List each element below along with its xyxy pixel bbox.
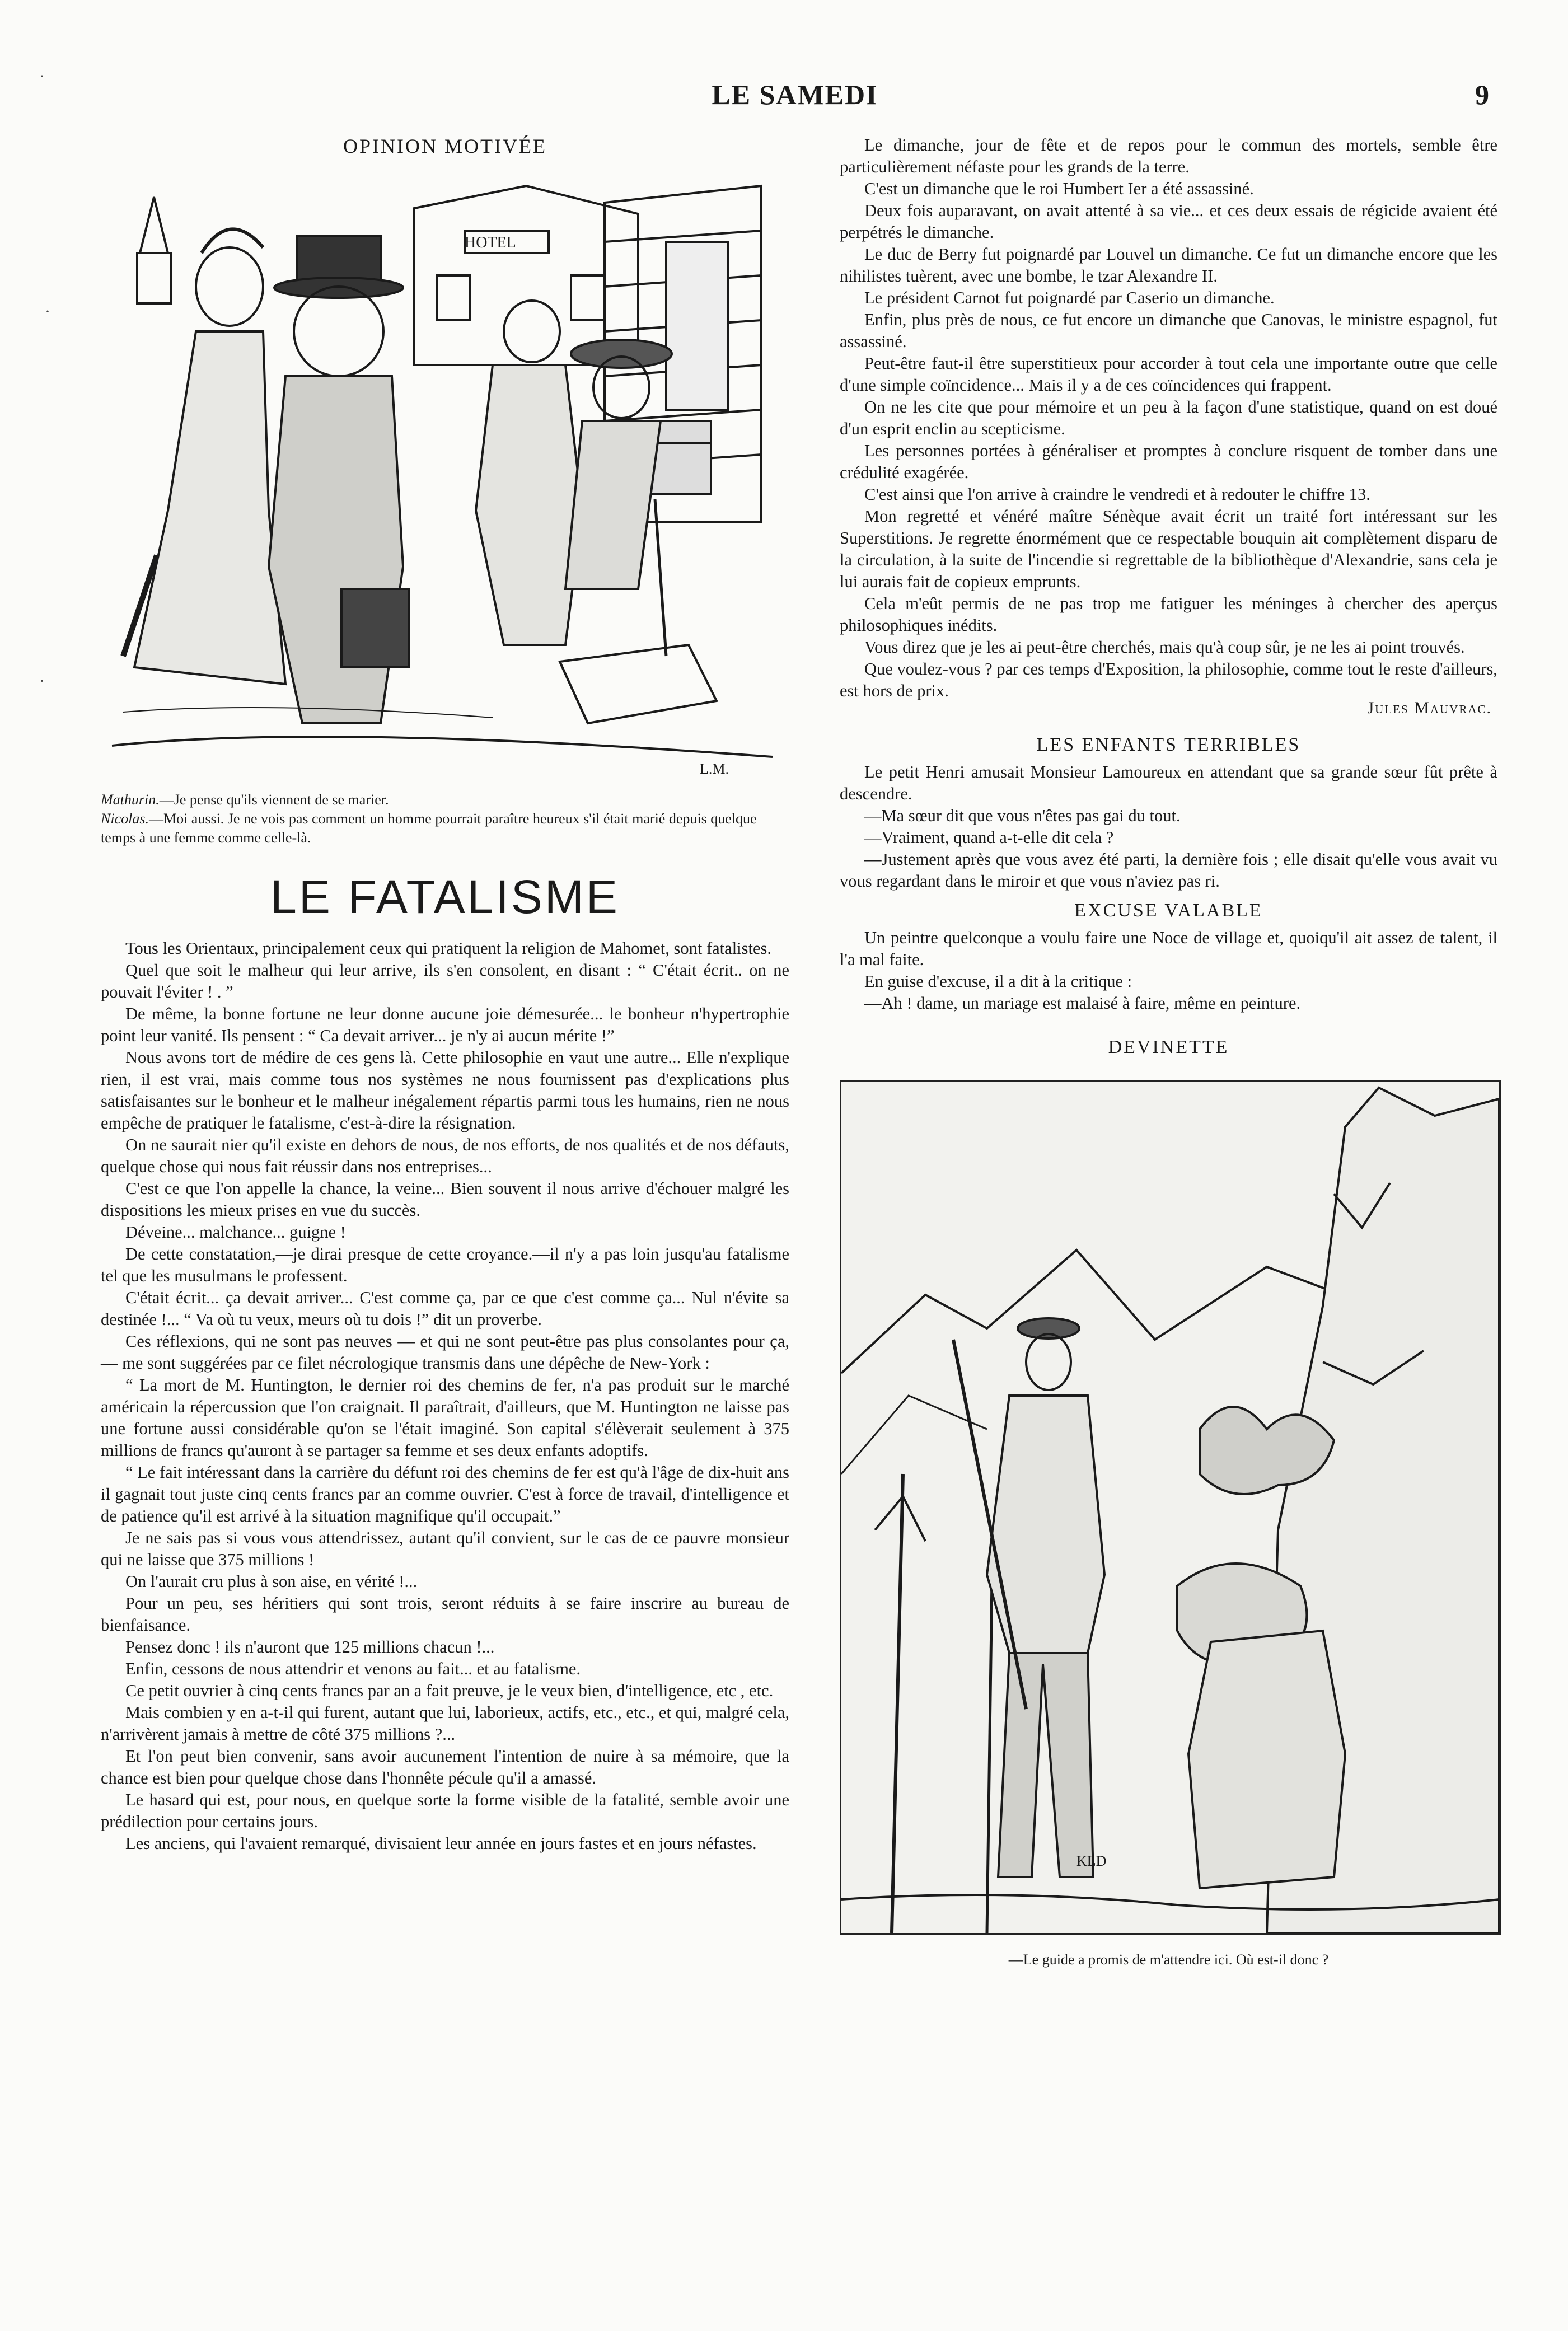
opinion-caption [101, 790, 789, 848]
article-paragraph: Le hasard qui est, pour nous, en quelque sorte la forme visible de la fatalité, semble avoir une prédilection pour certains jours. [101, 1790, 789, 1831]
woman-dress [134, 331, 285, 684]
article-paragraph: Le président Carnot fut poignardé par Caserio un dimanche. [864, 288, 1275, 307]
article-paragraph: Nous avons tort de médire de ces gens là. Cette philosophie en vaut une autre... Elle n'explique rien, il est vrai, mais comme tous nos systèmes ne nous fournissent pas d'explications plus satisfaisantes sur le bonheur et le malheur inégalement répartis parmi tous les humains, rien ne nous empêche de pratiquer le fatalisme, c'est-à-dire la résignation. [101, 1048, 789, 1132]
margin-speck: · [39, 67, 45, 86]
enfants-heading: LES ENFANTS TERRIBLES [1036, 734, 1301, 755]
article-body-right [840, 134, 1497, 702]
left-column [101, 134, 789, 1855]
article-paragraph: C'était écrit... ça devait arriver... C'est comme ça, par ce que c'est comme ça... Nul n'évite sa destinée !... “ Va où tu veux, meurs où tu dois !” dit un proverbe. [101, 1288, 789, 1329]
nicolas-hat [571, 340, 672, 368]
hunter-hat [1018, 1318, 1079, 1338]
church-tower [137, 253, 171, 303]
speaker-nicolas: Nicolas. [101, 811, 149, 827]
tree-stump [1188, 1631, 1345, 1888]
excuse-heading: EXCUSE VALABLE [1074, 900, 1263, 921]
mathurin-body [476, 365, 582, 645]
hunter-jacket [987, 1396, 1104, 1653]
article-paragraph: Vous direz que je les ai peut-être cherchés, mais qu'à coup sûr, je ne les ai point trouvés. [864, 638, 1465, 657]
excuse-paragraph: En guise d'excuse, il a dit à la critique : [864, 972, 1132, 991]
article-paragraph: Le dimanche, jour de fête et de repos pour le commun des mortels, semble être particulièrement néfaste pour les grands de la terre. [840, 135, 1497, 176]
article-paragraph: Deux fois auparavant, on avait attenté à sa vie... et ces deux essais de régicide avaient été perpétrés le dimanche. [840, 201, 1497, 242]
groom-head [294, 287, 383, 376]
enfants-paragraph: —Vraiment, quand a-t-elle dit cela ? [864, 828, 1114, 847]
caption-line-1 [101, 790, 789, 809]
article-paragraph: Ces réflexions, qui ne sont pas neuves — et qui ne sont peut-être pas plus consolantes pour ça, — me sont suggérées par ce filet nécrologique transmis dans une dépêche de New-York : [101, 1332, 789, 1373]
article-paragraph: Les anciens, qui l'avaient remarqué, divisaient leur année en jours fastes et en jours néfastes. [125, 1834, 757, 1853]
page-number: 9 [1475, 79, 1489, 110]
caption-text-1: —Je pense qu'ils viennent de se marier. [159, 792, 389, 808]
woman-head [196, 247, 263, 326]
article-paragraph: C'est un dimanche que le roi Humbert Ier a été assassiné. [864, 179, 1254, 198]
article-paragraph: C'est ainsi que l'on arrive à craindre le vendredi et à redouter le chiffre 13. [864, 485, 1370, 504]
article-paragraph: Enfin, plus près de nous, ce fut encore un dimanche que Canovas, le ministre espagnol, fut assassiné. [840, 310, 1497, 351]
margin-speck: · [39, 672, 45, 690]
speaker-mathurin: Mathurin. [101, 792, 160, 808]
article-paragraph: Le duc de Berry fut poignardé par Louvel un dimanche. Ce fut un dimanche encore que les nihilistes tuèrent, avec une bombe, le tzar Alexandre II. [840, 245, 1497, 285]
article-paragraph: Quel que soit le malheur qui leur arrive, ils s'en consolent, en disant : “ C'était écrit.. on ne pouvait l'éviter ! . ” [101, 961, 789, 1001]
mathurin-head [504, 301, 560, 362]
shed-door [666, 242, 728, 410]
bag [341, 589, 409, 667]
caption-text-2: —Moi aussi. Je ne vois pas comment un homme pourrait paraître heureux s'il était marié depuis quelque temps à une femme comme celle-là. [101, 811, 757, 846]
masthead [101, 78, 1489, 118]
article-paragraph: On ne saurait nier qu'il existe en dehors de nous, de nos efforts, de nos qualités et de nos défauts, quelque chose qui nous fait réussir dans nos entreprises... [101, 1135, 789, 1176]
tree-trunk [892, 1474, 903, 1933]
article-title: LE FATALISME [270, 870, 620, 923]
article-paragraph: Déveine... malchance... guigne ! [125, 1223, 346, 1242]
article-paragraph: Les personnes portées à généraliser et promptes à conclure risquent de tomber dans une crédulité exagérée. [840, 441, 1497, 482]
author-signature: Jules Mauvrac. [1367, 699, 1492, 717]
article-paragraph: C'est ce que l'on appelle la chance, la veine... Bien souvent il nous arrive d'échouer malgré les dispositions les mieux prises en vue du succès. [101, 1179, 789, 1220]
article-paragraph: “ La mort de M. Huntington, le dernier roi des chemins de fer, n'a pas produit sur le marché américain la répercussion que l'on craignait. Il paraîtrait, d'ailleurs, que M. Huntington ne laisse pas une fortune aussi considérable qu'on se l'était imaginé. Son capital s'élèverait seulement à 375 millions de francs qu'auront à se partager sa femme et ses deux enfants adoptifs. [101, 1375, 789, 1460]
article-paragraph: Mais combien y en a-t-il qui furent, autant que lui, laborieux, actifs, etc., etc., et qui, malgré cela, n'arrivèrent jamais à mettre de côté 375 millions ?... [101, 1703, 789, 1744]
right-column [840, 134, 1497, 1968]
article-paragraph: Et l'on peut bien convenir, sans avoir aucunement l'intention de nuire à sa mémoire, que la chance est bien pour quelque chose dans l'honnête pécule qu'il a amassé. [101, 1747, 789, 1787]
article-paragraph: On l'aurait cru plus à son aise, en vérité !... [125, 1572, 418, 1591]
cartoon-drawing [101, 163, 789, 785]
devinette-caption: —Le guide a promis de m'attendre ici. Où est-il donc ? [1008, 1951, 1329, 1968]
article-paragraph: De même, la bonne fortune ne leur donne aucune joie démesurée... le bonheur n'hypertrophie point leur vanité. Ils pensent : “ Ca devait arriver... je n'y ai aucun mérite !” [101, 1004, 789, 1045]
groom-body [269, 376, 403, 723]
excuse-paragraph: Un peintre quelconque a voulu faire une Noce de village et, quoiqu'il ait assez de talent, il l'a mal faite. [840, 928, 1497, 969]
opinion-heading: OPINION MOTIVÉE [343, 135, 547, 157]
article-paragraph: Peut-être faut-il être superstitieux pour accorder à tout cela une importante outre que celle d'une simple coïncidence... Mais il y a de ces coïncidences qui frappent. [840, 354, 1497, 395]
article-paragraph: Pour un peu, ses héritiers qui sont trois, seront réduits à se faire inscrire au bureau de bienfaisance. [101, 1594, 789, 1635]
nicolas-body [565, 421, 661, 589]
article-paragraph: Je ne sais pas si vous vous attendrissez, autant qu'il convient, sur le cas de ce pauvre monsieur qui ne laisse que 375 millions ! [101, 1528, 789, 1569]
devinette-illustration [840, 1080, 1501, 1935]
article-paragraph: Que voulez-vous ? par ces temps d'Exposition, la philosophie, comme tout le reste d'ailleurs, est hors de prix. [840, 659, 1497, 700]
article-paragraph: Enfin, cessons de nous attendrir et venons au fait... et au fatalisme. [125, 1659, 581, 1678]
hotel-sign: HOTEL [465, 234, 516, 251]
article-body-left [101, 938, 789, 1855]
margin-speck: · [45, 302, 50, 321]
newspaper-title: LE SAMEDI [712, 79, 878, 110]
article-paragraph: On ne les cite que pour mémoire et un peu à la façon d'une statistique, quand on est doué d'un esprit enclin au scepticisme. [840, 397, 1497, 438]
hunter-legs [998, 1653, 1093, 1877]
article-paragraph: Mon regretté et vénéré maître Sénèque avait écrit un traité fort intéressant sur les Superstitions. Je regrette énormément que ce respectable bouquin ait complètement disparu de la circulation, à la suite de l'incendie si regrettable de la bibliothèque d'Alexandrie, sans cela je lui aurais fait de copieux emprunts. [840, 507, 1497, 591]
enfants-paragraph: Le petit Henri amusait Monsieur Lamoureux en attendant que sa grande sœur fût prête à descendre. [840, 762, 1497, 803]
enfants-paragraph: —Justement après que vous avez été parti, la dernière fois ; elle disait qu'elle vous avait vu vous regardant dans le miroir et que vous n'aviez pas ri. [840, 850, 1497, 891]
caption-line-2 [101, 809, 789, 848]
article-paragraph: Tous les Orientaux, principalement ceux qui pratiquent la religion de Mahomet, sont fatalistes. [125, 939, 772, 958]
devinette-drawing [841, 1082, 1499, 1933]
article-paragraph: Ce petit ouvrier à cinq cents francs par an a fait preuve, je le veux bien, d'intelligence, etc , etc. [125, 1681, 774, 1700]
hunter-head [1026, 1334, 1071, 1390]
devinette-heading: DEVINETTE [1108, 1037, 1229, 1057]
article-paragraph: “ Le fait intéressant dans la carrière du défunt roi des chemins de fer est qu'à l'âge de dix-huit ans il gagnait tout juste cinq cents francs par an comme ouvrier. C'est à force de travail, d'intelligence et de patience qu'il est arrivé à la situation magnifique qu'il occupait.” [101, 1463, 789, 1525]
steeple [140, 197, 168, 253]
enfants-paragraph: —Ma sœur dit que vous n'êtes pas gai du tout. [864, 806, 1181, 825]
artist-signature: L.M. [700, 761, 729, 777]
excuse-paragraph: —Ah ! dame, un mariage est malaisé à faire, même en peinture. [864, 994, 1301, 1013]
article-paragraph: Cela m'eût permis de ne pas trop me fatiguer les méninges à chercher des aperçus philosophiques inédits. [840, 594, 1497, 635]
opinion-cartoon [101, 163, 789, 785]
article-paragraph: De cette constatation,—je dirai presque de cette croyance.—il n'y a pas loin jusqu'au fatalisme tel que les musulmans le professent. [101, 1244, 789, 1285]
article-paragraph: Pensez donc ! ils n'auront que 125 millions chacun !... [125, 1637, 495, 1656]
artist-monogram: KLD [1076, 1853, 1107, 1869]
